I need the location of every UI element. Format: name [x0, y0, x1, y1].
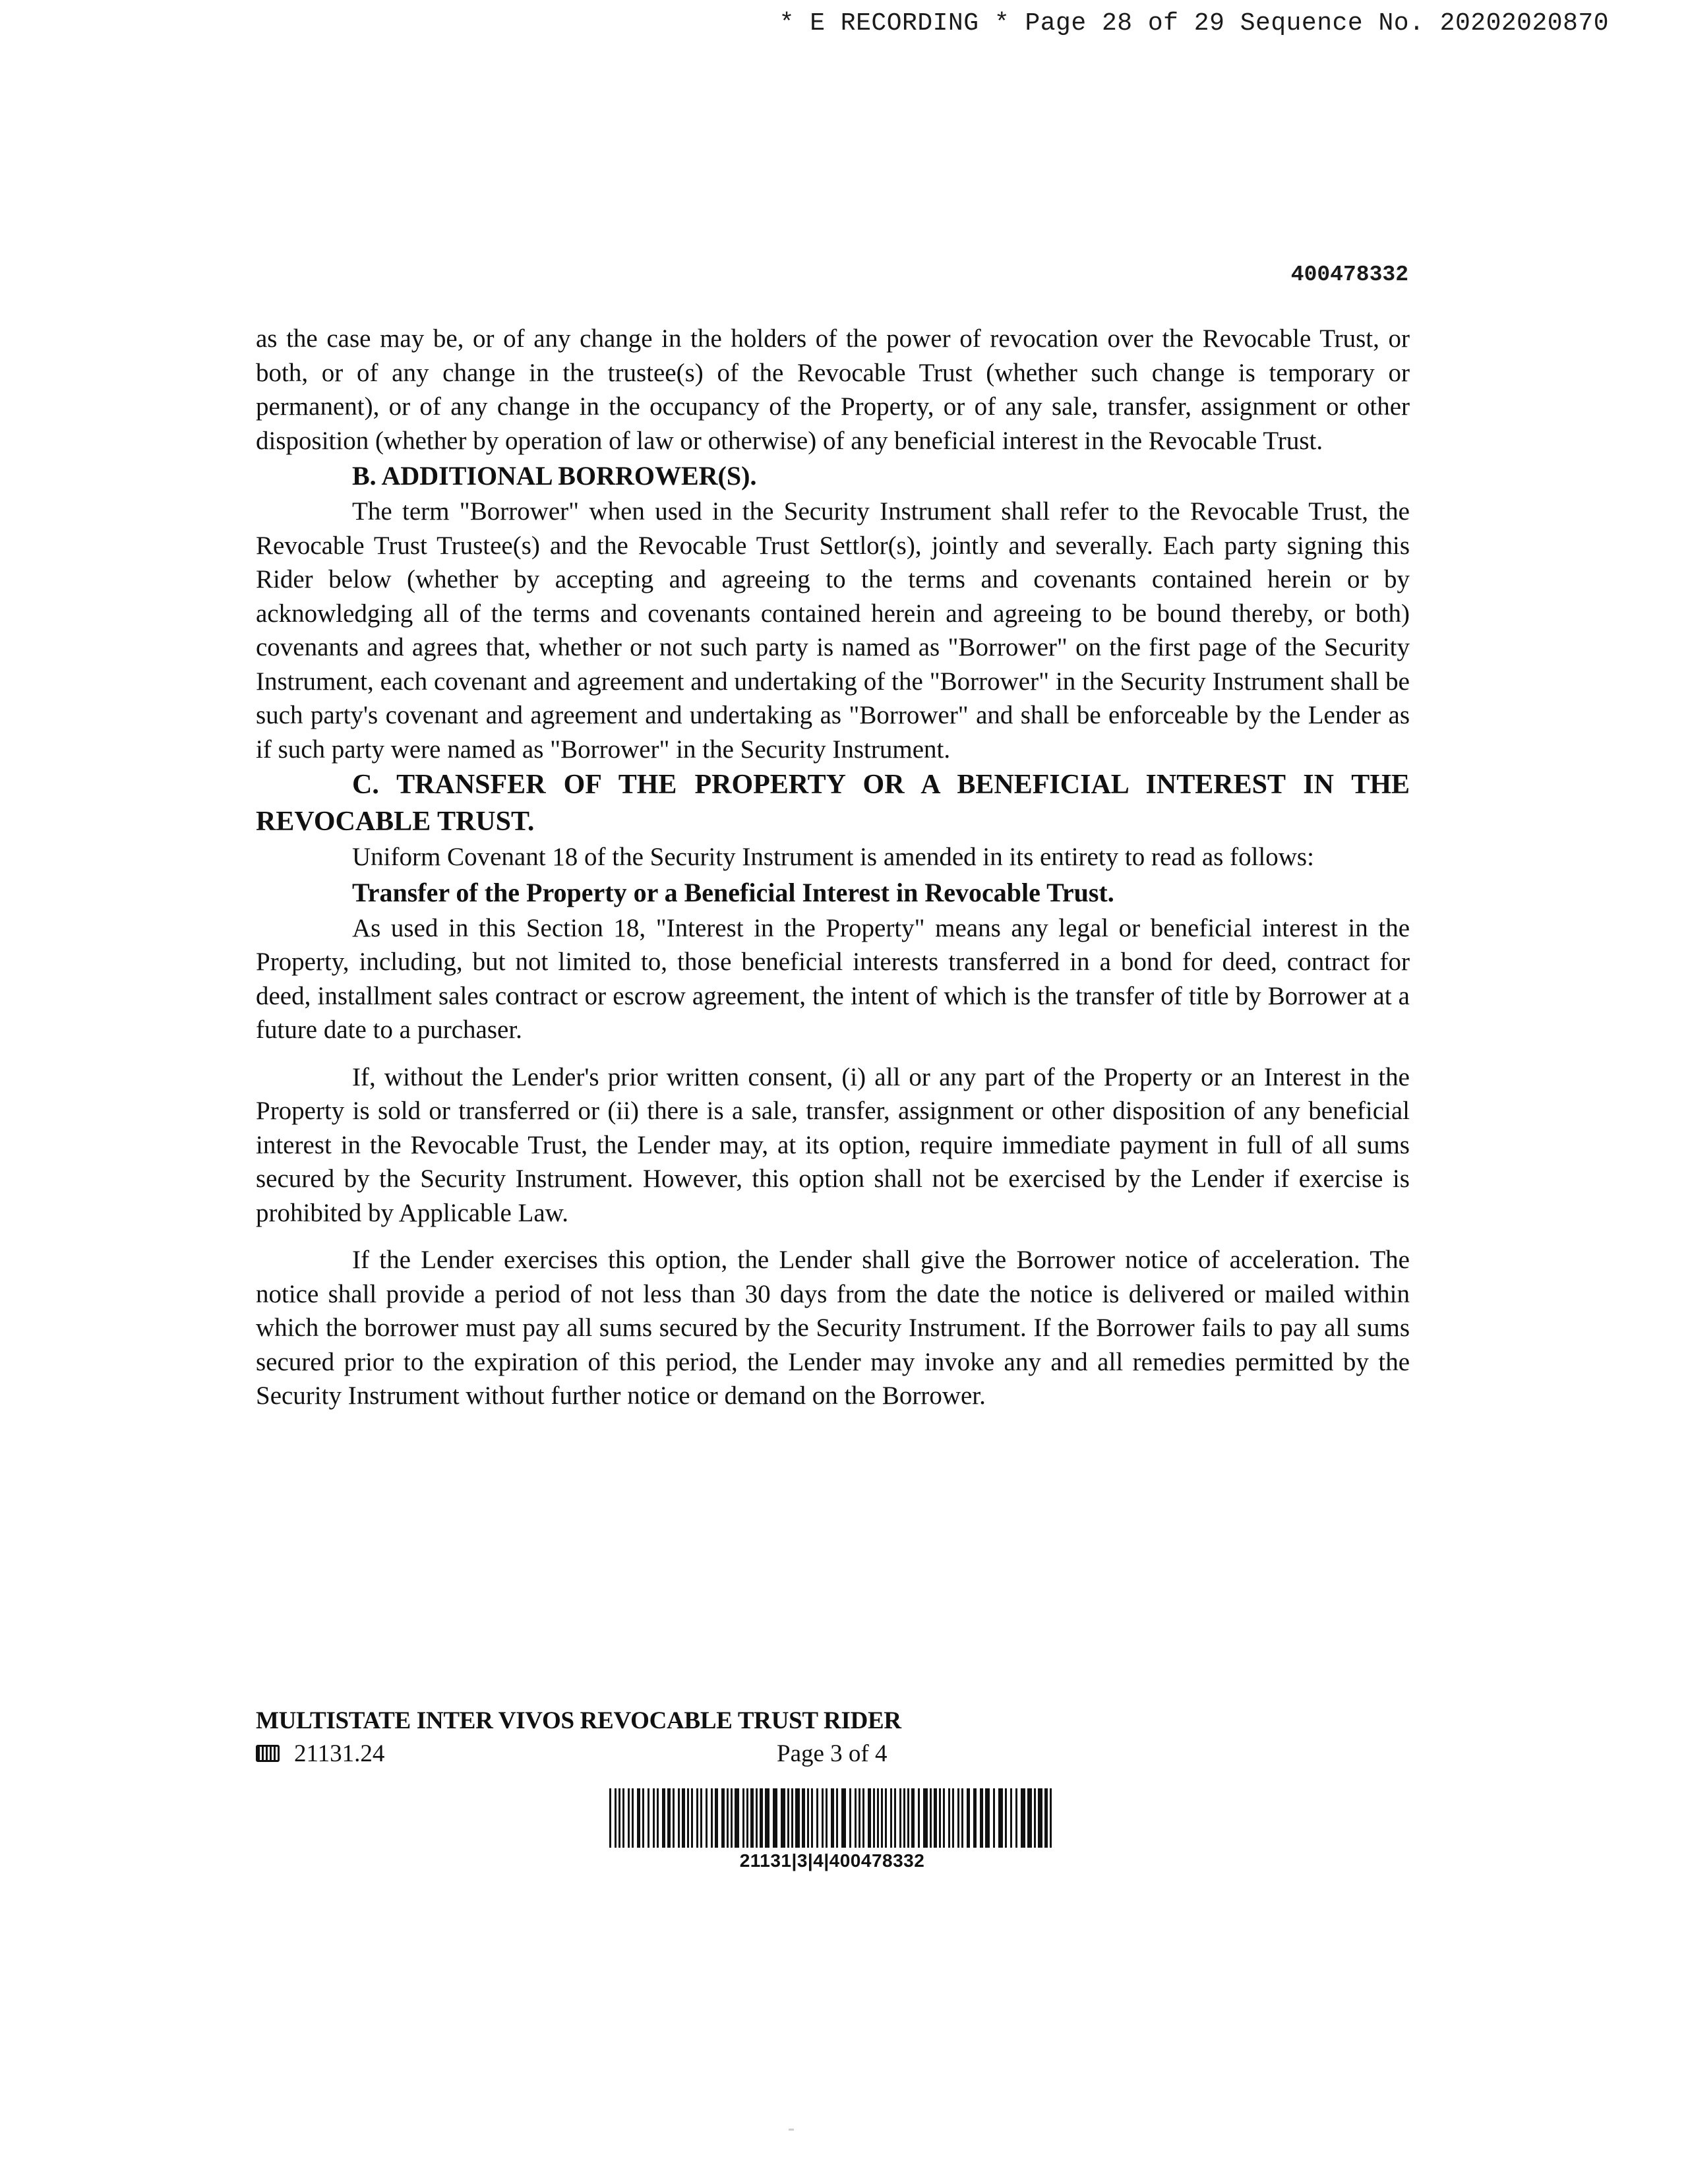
form-title: MULTISTATE INTER VIVOS REVOCABLE TRUST RIDER: [256, 1707, 901, 1734]
form-logo-icon: [256, 1745, 280, 1762]
section-b-paragraph: The term "Borrower" when used in the Security Instrument shall refer to the Revocable Trust, the Revocable Trust Trustee(s) and the Revocable Trust Settlor(s), jointly and severally. Each party signing this Rider below (whether by accepting and agreeing to the terms and covenants contained herein or by acknowledging all of the terms and covenants contained herein and agreeing to be bound thereby, or both) covenants and agrees that, whether or not such party is named as "Borrower" on the first page of the Security Instrument, each covenant and agreement and undertaking of the "Borrower" in the Security Instrument shall be such party's covenant and agreement and undertaking as "Borrower" and shall be enforceable by the Lender as if such party were named as "Borrower" in the Security Instrument.: [256, 497, 1410, 764]
section-b-heading: B. ADDITIONAL BORROWER(S).: [352, 461, 757, 491]
continuation-paragraph: as the case may be, or of any change in the holders of the power of revocation over the Revocable Trust, or both, or of any change in the trustee(s) of the Revocable Trust (whether such change is temporary or permanent), or of any change in the occupancy of the Property, or of any sale, transfer, assignment or other disposition (whether by operation of law or otherwise) of any beneficial interest in the Revocable Trust.: [256, 324, 1410, 455]
section-c-heading: C. TRANSFER OF THE PROPERTY OR A BENEFICIAL INTEREST IN THE REVOCABLE TRUST.: [256, 770, 1410, 837]
scan-speck: [789, 2129, 794, 2131]
section-c-paragraph-1: As used in this Section 18, "Interest in the Property" means any legal or beneficial interest in the Property, including, but not limited to, those beneficial interests transferred in a bond for deed, contract for deed, installment sales contract or escrow agreement, the intent of which is the transfer of title by Borrower at a future date to a purchaser.: [256, 913, 1410, 1044]
form-meta: [256, 1740, 915, 1768]
loan-number: 400478332: [1290, 262, 1408, 287]
page-number: Page 3 of 4: [777, 1740, 888, 1767]
document-body: [256, 322, 1410, 1413]
recording-header: * E RECORDING * Page 28 of 29 Sequence No. 20202020870: [779, 9, 1609, 38]
section-c-paragraph-2: If, without the Lender's prior written consent, (i) all or any part of the Property or an Interest in the Property is sold or transferred or (ii) there is a sale, transfer, assignment or other disposition of any beneficial interest in the Revocable Trust, the Lender may, at its option, require immediate payment in full of all sums secured by the Security Instrument. However, this option shall not be exercised by the Lender if exercise is prohibited by Applicable Law.: [256, 1062, 1410, 1227]
section-c-paragraph-3: If the Lender exercises this option, the Lender shall give the Borrower notice of acceleration. The notice shall provide a period of not less than 30 days from the date the notice is delivered or mailed within which the borrower must pay all sums secured by the Security Instrument. If the Borrower fails to pay all sums secured prior to the expiration of this period, the Lender may invoke any and all remedies permitted by the Security Instrument without further notice or demand on the Borrower.: [256, 1246, 1410, 1410]
section-c-intro: Uniform Covenant 18 of the Security Instrument is amended in its entirety to read as follows:: [352, 843, 1314, 871]
form-number: 21131.24: [294, 1740, 385, 1767]
section-c-subheading: Transfer of the Property or a Beneficial Interest in Revocable Trust.: [352, 877, 1114, 907]
barcode-text: 21131|3|4|400478332: [739, 1850, 925, 1871]
barcode-image: [609, 1788, 1055, 1848]
